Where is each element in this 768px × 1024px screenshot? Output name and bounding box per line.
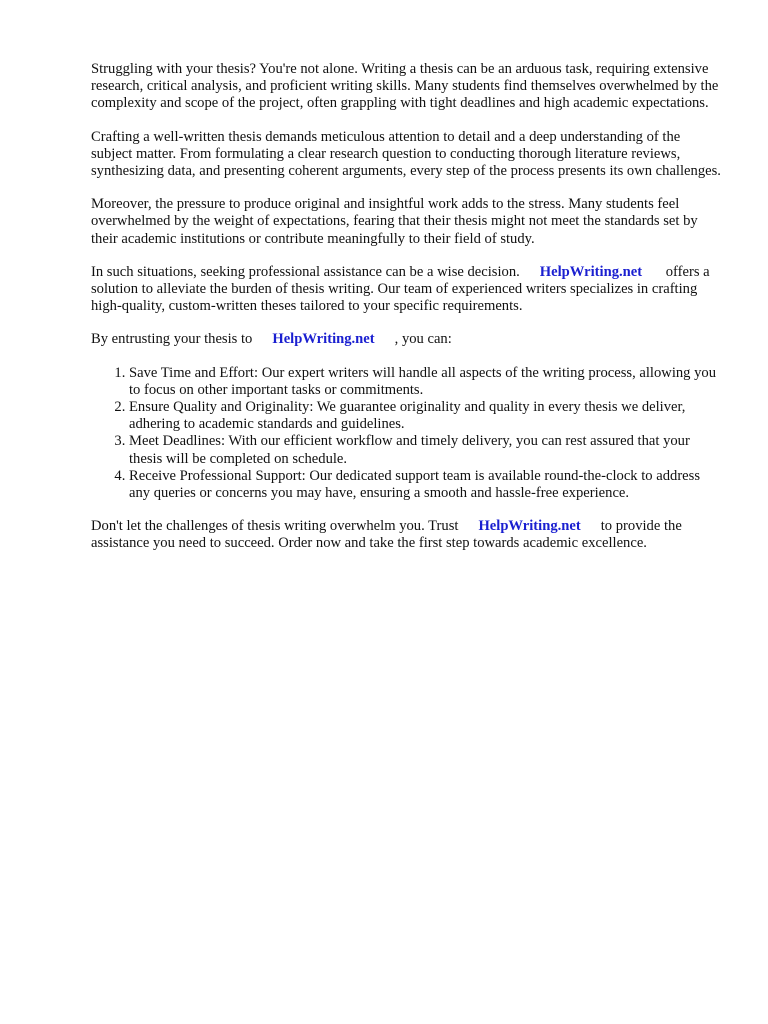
paragraph-assistance-text-after: offers a solution to alleviate the burden of thesis writing. Our team of experienced writers specializes in crafting high-quality, custom-written theses tailored to your specific requirements. [91,263,710,315]
helpwriting-link-3[interactable]: HelpWriting.net [478,518,581,535]
helpwriting-link-1[interactable]: HelpWriting.net [539,263,643,280]
paragraph-entrusting [91,331,721,348]
list-item: 1. Save Time and Effort: Our expert writers will handle all aspects of the writing process, allowing you to focus on other important tasks or commitments. [129,365,721,399]
paragraph-intro: Struggling with your thesis? You're not alone. Writing a thesis can be an arduous task, requiring extensive research, critical analysis, and proficient writing skills. Many students find themselves overwhelmed by the complexity and scope of the project, often grappling with tight deadlines and high academic expectations. [91,61,719,112]
benefits-list [91,365,721,503]
paragraph-closing [91,518,721,552]
list-item: 4. Receive Professional Support: Our dedicated support team is available round-the-clock to address any queries or concerns you may have, ensuring a smooth and hassle-free experience. [129,468,721,502]
document-page [91,61,721,569]
list-item: 2. Ensure Quality and Originality: We guarantee originality and quality in every thesis we deliver, adhering to academic standards and guidelines. [129,399,721,433]
paragraph-crafting: Crafting a well-written thesis demands meticulous attention to detail and a deep understanding of the subject matter. From formulating a clear research question to conducting thorough literature reviews, synthesizing data, and presenting coherent arguments, every step of the process presents its own challenges. [91,128,721,180]
paragraph-entrusting-text-after: , you can: [394,331,452,348]
paragraph-entrusting-text-before: By entrusting your thesis to [91,331,253,348]
paragraph-closing-text-after: to provide the assistance you need to succeed. Order now and take the first step towards academic excellence. [91,518,682,552]
paragraph-assistance [91,264,721,316]
paragraph-pressure: Moreover, the pressure to produce original and insightful work adds to the stress. Many students feel overwhelmed by the weight of expectations, fearing that their thesis might not meet the standards set by their academic institutions or contribute meaningfully to their field of study. [91,196,698,247]
paragraph-assistance-text-before: In such situations, seeking professional assistance can be a wise decision. [91,263,520,280]
helpwriting-link-2[interactable]: HelpWriting.net [272,331,375,348]
list-item: 3. Meet Deadlines: With our efficient workflow and timely delivery, you can rest assured that your thesis will be completed on schedule. [129,433,721,467]
paragraph-closing-text-before: Don't let the challenges of thesis writing overwhelm you. Trust [91,518,459,535]
